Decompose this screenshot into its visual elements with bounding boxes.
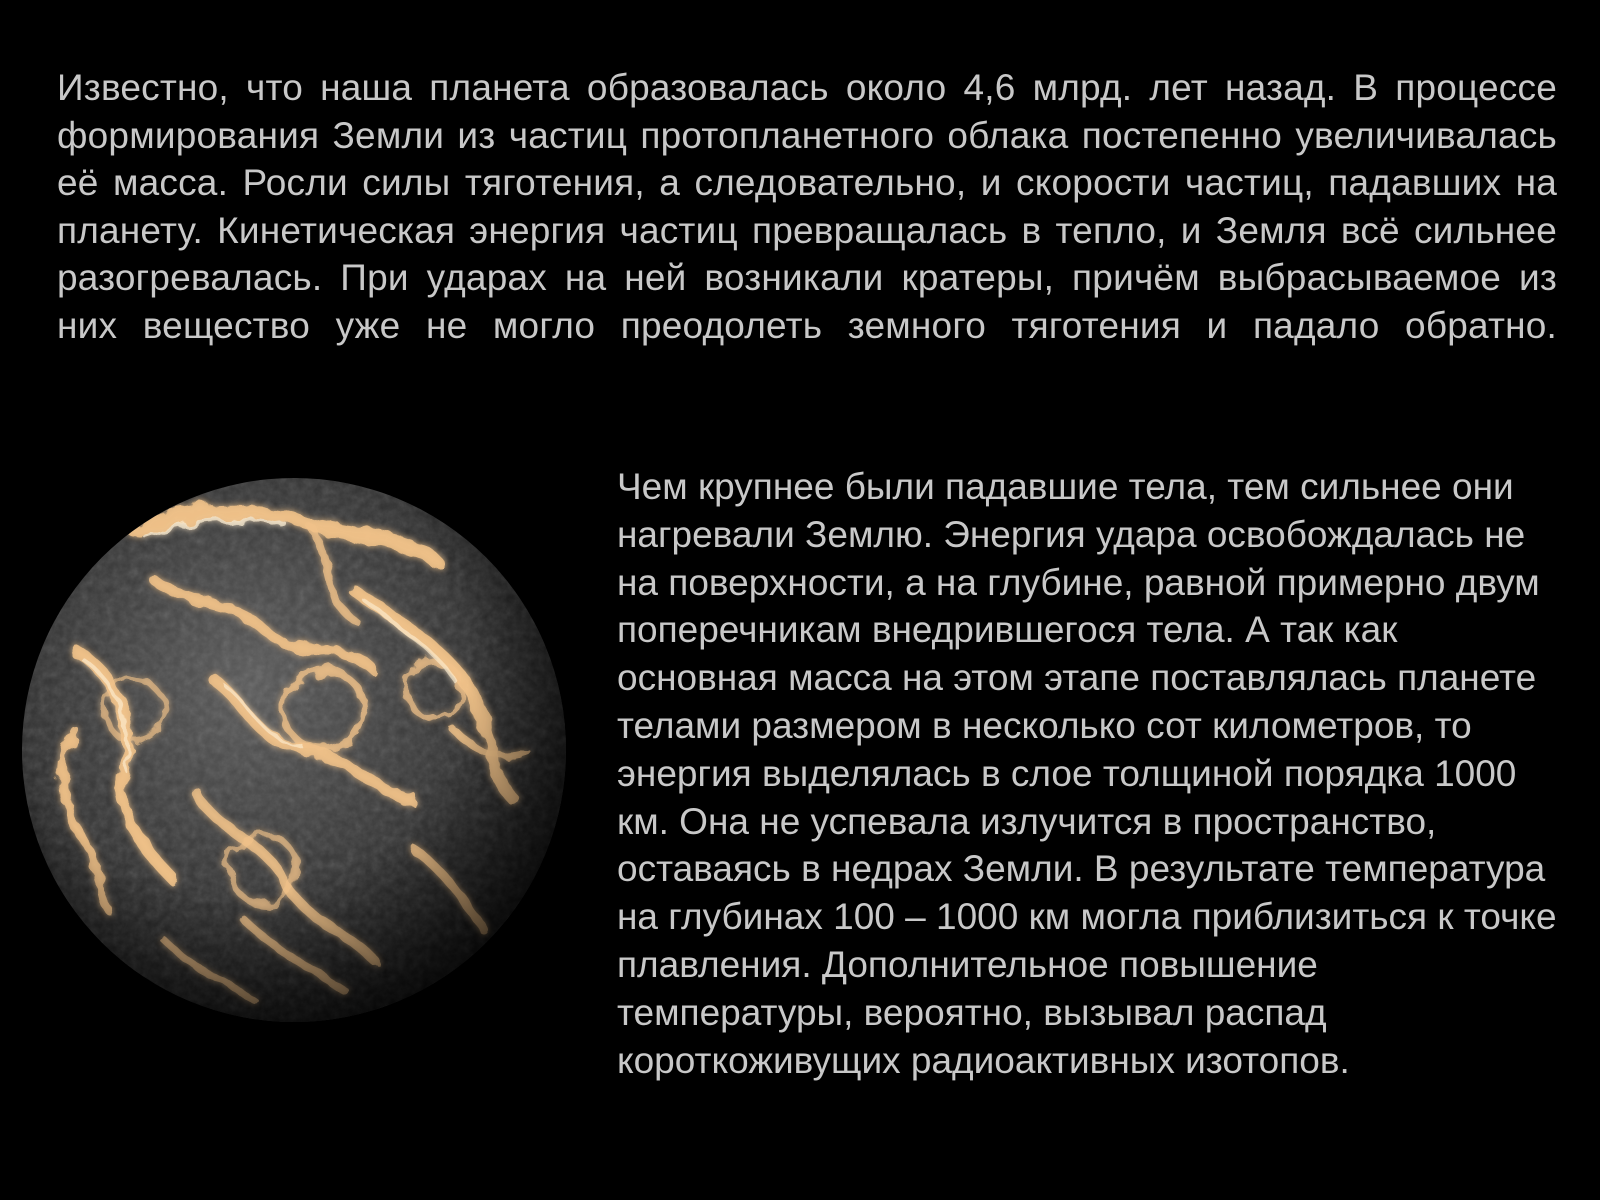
molten-planet-image bbox=[14, 470, 574, 1030]
details-paragraph: Чем крупнее были падавшие тела, тем сильнее они нагревали Землю. Энергия удара освобождалась не на поверхности, а на глубине, равной примерно двум поперечникам внедрившегося тела. А так как основная масса на этом этапе поставлялась планете телами размером в несколько сот километров, то энергия выделялась в слое толщиной порядка 1000 км. Она не успевала излучится в пространство, оставаясь в недрах Земли. В результате температура на глубинах 100 – 1000 км могла приблизиться к точке плавления. Дополнительное повышение температуры, вероятно, вызывал распад короткоживущих радиоактивных изотопов. bbox=[617, 466, 1557, 1081]
intro-paragraph: Известно, что наша планета образовалась около 4,6 млрд. лет назад. В процессе формирования Земли из частиц протопланетного облака постепенно увеличивалась её масса. Росли силы тяготения, а следовательно, и скорости частиц, падавших на планету. Кинетическая энергия частиц превращалась в тепло, и Земля всё сильнее разогревалась. При ударах на ней возникали кратеры, причём выбрасываемое из них вещество уже не могло преодолеть земного тяготения и падало обратно. bbox=[57, 67, 1557, 346]
